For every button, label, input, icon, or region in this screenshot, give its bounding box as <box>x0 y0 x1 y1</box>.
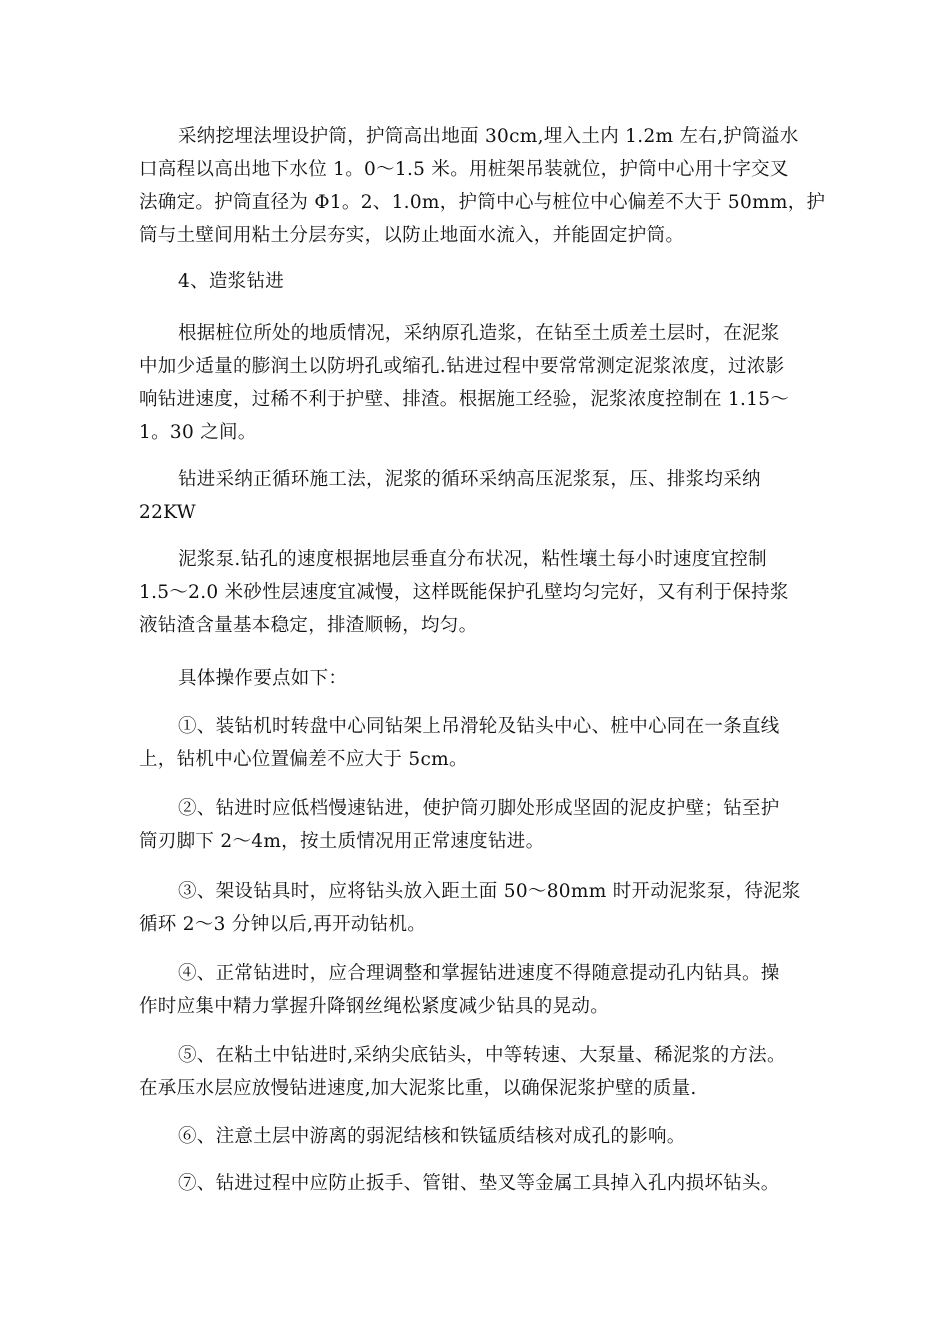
text-line: 液钻渣含量基本稳定，排渣顺畅，均匀。 <box>139 615 478 636</box>
text-line: ⑦、钻进过程中应防止扳手、管钳、垫叉等金属工具掉入孔内损坏钻头。 <box>178 1173 780 1194</box>
text-line: 1.5～2.0 米砂性层速度宜减慢，这样既能保护孔壁均匀完好，又有利于保持浆 <box>139 582 789 603</box>
text-line: 钻进采纳正循环施工法，泥浆的循环采纳高压泥浆泵，压、排浆均采纳 <box>178 469 761 490</box>
text-line: 22KW <box>139 502 196 523</box>
text-line: 筒与土壁间用粘土分层夯实，以防止地面水流入，并能固定护筒。 <box>139 225 685 246</box>
text-line: 作时应集中精力掌握升降钢丝绳松紧度减少钻具的晃动。 <box>139 996 610 1017</box>
list-item-point-6 <box>139 1120 811 1153</box>
list-item-point-7 <box>139 1167 811 1200</box>
paragraph-circulation <box>139 463 811 529</box>
heading-text: 4、造浆钻进 <box>178 271 285 292</box>
text-line: 具体操作要点如下： <box>178 668 348 689</box>
text-line: 1。30 之间。 <box>139 422 257 443</box>
text-line: 响钻进速度，过稀不利于护壁、排渣。根据施工经验，泥浆浓度控制在 1.15～ <box>139 389 790 410</box>
text-line: ③、架设钻具时，应将钻头放入距土面 50～80mm 时开动泥浆泵，待泥浆 <box>178 881 801 902</box>
text-line: 口高程以高出地下水位 1。0～1.5 米。用桩架吊装就位，护筒中心用十字交叉 <box>139 159 789 180</box>
text-line: 筒刃脚下 2～4m，按土质情况用正常速度钻进。 <box>139 831 545 852</box>
text-line: ④、正常钻进时，应合理调整和掌握钻进速度不得随意提动孔内钻具。操 <box>178 963 780 984</box>
text-line: 法确定。护筒直径为 Φ1。2、1.0m，护筒中心与桩位中心偏差不大于 50mm，护 <box>139 192 826 213</box>
section-heading-4 <box>139 265 811 298</box>
text-line: ②、钻进时应低档慢速钻进，使护筒刃脚处形成坚固的泥皮护壁；钻至护 <box>178 798 780 819</box>
text-line: 在承压水层应放慢钻进速度,加大泥浆比重，以确保泥浆护壁的质量. <box>139 1078 697 1099</box>
list-item-point-5 <box>139 1039 811 1105</box>
text-line: 上，钻机中心位置偏差不应大于 5cm。 <box>139 749 468 770</box>
text-line: 泥浆泵.钻孔的速度根据地层垂直分布状况，粘性壤土每小时速度宜控制 <box>178 549 767 570</box>
text-line: ⑥、注意土层中游离的弱泥结核和铁锰质结核对成孔的影响。 <box>178 1126 686 1147</box>
list-item-point-3 <box>139 875 811 941</box>
paragraph-slurry <box>139 317 811 449</box>
text-line: ①、装钻机时转盘中心同钻架上吊滑轮及钻头中心、桩中心同在一条直线 <box>178 716 780 737</box>
list-item-point-1 <box>139 710 811 776</box>
paragraph-pump <box>139 543 811 642</box>
paragraph-points-intro <box>139 662 811 695</box>
text-line: 中加少适量的膨润土以防坍孔或缩孔.钻进过程中要常常测定泥浆浓度，过浓影 <box>139 356 785 377</box>
text-line: 循环 2～3 分钟以后,再开动钻机。 <box>139 914 427 935</box>
paragraph-casing <box>139 120 826 252</box>
text-line: 根据桩位所处的地质情况，采纳原孔造浆，在钻至土质差土层时，在泥浆 <box>178 323 780 344</box>
text-line: ⑤、在粘土中钻进时,采纳尖底钻头，中等转速、大泵量、稀泥浆的方法。 <box>178 1045 786 1066</box>
list-item-point-4 <box>139 957 811 1023</box>
list-item-point-2 <box>139 792 811 858</box>
text-line: 采纳挖埋法埋设护筒，护筒高出地面 30cm,埋入土内 1.2m 左右,护筒溢水 <box>178 126 799 147</box>
